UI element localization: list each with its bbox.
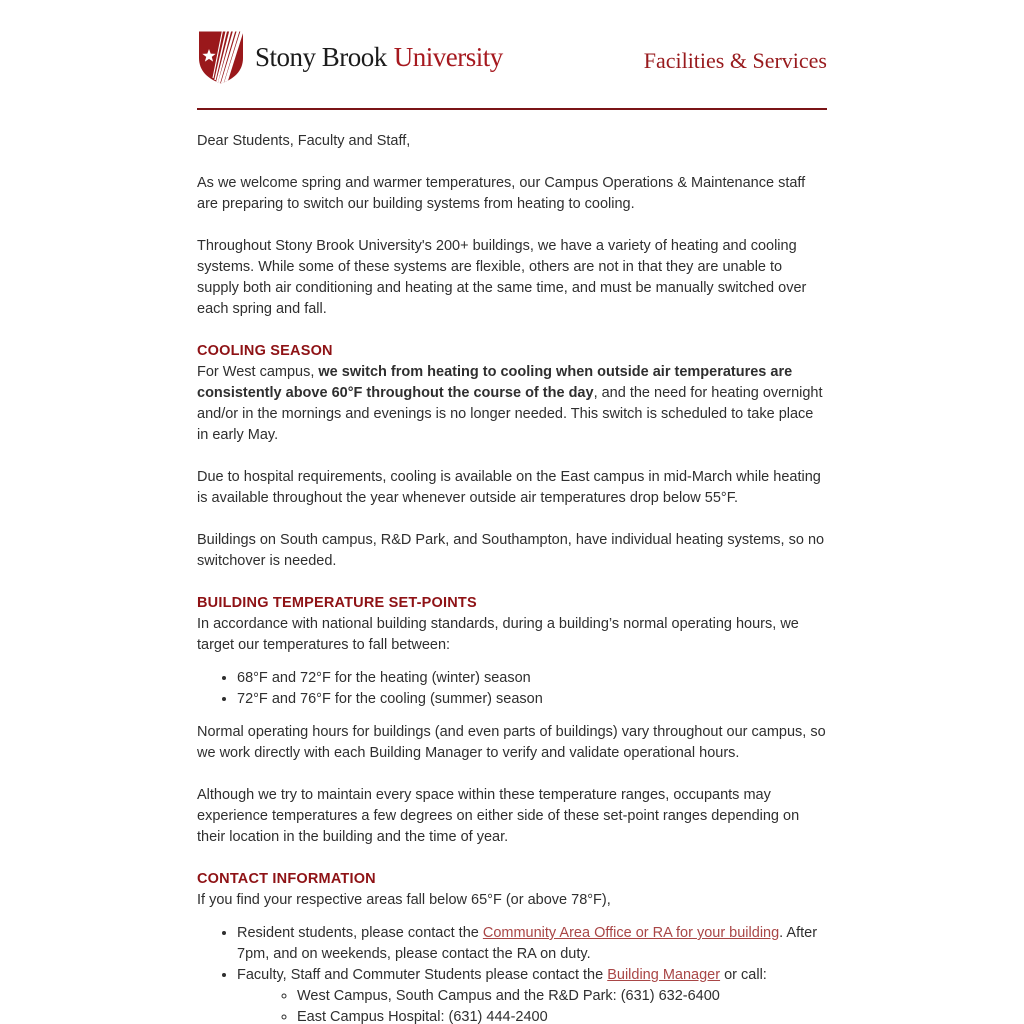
body-paragraph bbox=[197, 530, 827, 572]
list-item bbox=[237, 668, 827, 689]
wordmark-university: University bbox=[393, 42, 503, 72]
section-heading: BUILDING TEMPERATURE SET-POINTS bbox=[197, 595, 477, 611]
text-run: or call: bbox=[720, 967, 767, 983]
content-column bbox=[197, 0, 827, 1024]
text-run: As we welcome spring and warmer temperatures, our Campus Operations & Maintenance staff are preparing to switch our building systems from heating to cooling. bbox=[197, 175, 806, 212]
body-paragraph bbox=[197, 131, 827, 152]
text-run: 68°F and 72°F for the heating (winter) season bbox=[237, 670, 531, 686]
body-paragraph bbox=[197, 362, 827, 446]
text-run: Although we try to maintain every space within these temperature ranges, occupants may experience temperatures a few degrees on either side of these set-point ranges depending on their location in the building and the time of year. bbox=[197, 787, 800, 845]
text-run: . After 7pm, and on weekends, please contact the RA on duty. bbox=[237, 925, 818, 962]
body-paragraph bbox=[197, 467, 827, 509]
sub-list-item bbox=[297, 986, 827, 1007]
bullet-list bbox=[197, 923, 827, 1024]
email-body bbox=[197, 131, 827, 1024]
body-paragraph bbox=[197, 173, 827, 215]
section-heading: COOLING SEASON bbox=[197, 343, 333, 359]
university-logo bbox=[197, 30, 503, 85]
wordmark-stony-brook: Stony Brook bbox=[255, 42, 387, 72]
text-run: , and the need for heating overnight and/or in the mornings and evenings is no longer needed. This switch is scheduled to take place in early May. bbox=[197, 385, 823, 443]
text-run: Throughout Stony Brook University's 200+ buildings, we have a variety of heating and cooling systems. While some of these systems are flexible, others are not in that they are unable to supply both air conditioning and heating at the same time, and must be manually switched over each spring and fall. bbox=[197, 238, 807, 317]
text-run: Resident students, please contact the bbox=[237, 925, 483, 941]
community-area-office-link[interactable]: Community Area Office or RA for your building bbox=[482, 925, 780, 941]
text-run: For West campus, bbox=[197, 364, 319, 380]
university-wordmark bbox=[255, 44, 503, 71]
text-run: West Campus, South Campus and the R&D Park: (631) 632-6400 bbox=[297, 988, 720, 1004]
header-divider bbox=[197, 108, 827, 110]
sub-bullet-list bbox=[237, 986, 827, 1024]
body-paragraph bbox=[197, 785, 827, 848]
bullet-list bbox=[197, 668, 827, 710]
text-run: Buildings on South campus, R&D Park, and Southampton, have individual heating systems, so no switchover is needed. bbox=[197, 532, 825, 569]
text-run: Dear Students, Faculty and Staff, bbox=[197, 133, 411, 149]
list-item bbox=[237, 965, 827, 1024]
text-run: Due to hospital requirements, cooling is available on the East campus in mid-March while heating is available throughout the year whenever outside air temperatures drop below 55°F. bbox=[197, 469, 821, 506]
text-run: If you find your respective areas fall below 65°F (or above 78°F), bbox=[197, 892, 611, 908]
body-paragraph bbox=[197, 236, 827, 320]
list-item bbox=[237, 923, 827, 965]
text-run: Normal operating hours for buildings (and even parts of buildings) vary throughout our campus, so we work directly with each Building Manager to verify and validate operational hours. bbox=[197, 724, 826, 761]
body-paragraph bbox=[197, 722, 827, 764]
stony-brook-shield-icon bbox=[197, 30, 245, 85]
sub-list-item bbox=[297, 1007, 827, 1024]
section-heading: CONTACT INFORMATION bbox=[197, 871, 376, 887]
building-manager-link[interactable]: Building Manager bbox=[607, 967, 721, 983]
text-run: East Campus Hospital: (631) 444-2400 bbox=[297, 1009, 548, 1024]
list-item bbox=[237, 689, 827, 710]
text-run: Faculty, Staff and Commuter Students please contact the bbox=[237, 967, 608, 983]
header bbox=[197, 30, 827, 85]
text-run: In accordance with national building standards, during a building’s normal operating hours, we target our temperatures to fall between: bbox=[197, 616, 799, 653]
department-title: Facilities & Services bbox=[643, 47, 827, 73]
body-paragraph bbox=[197, 890, 827, 911]
body-paragraph bbox=[197, 614, 827, 656]
bold-text: we switch from heating to cooling when outside air temperatures are consistently above 60°F throughout the course of the day bbox=[197, 364, 793, 401]
text-run: 72°F and 76°F for the cooling (summer) season bbox=[237, 691, 543, 707]
